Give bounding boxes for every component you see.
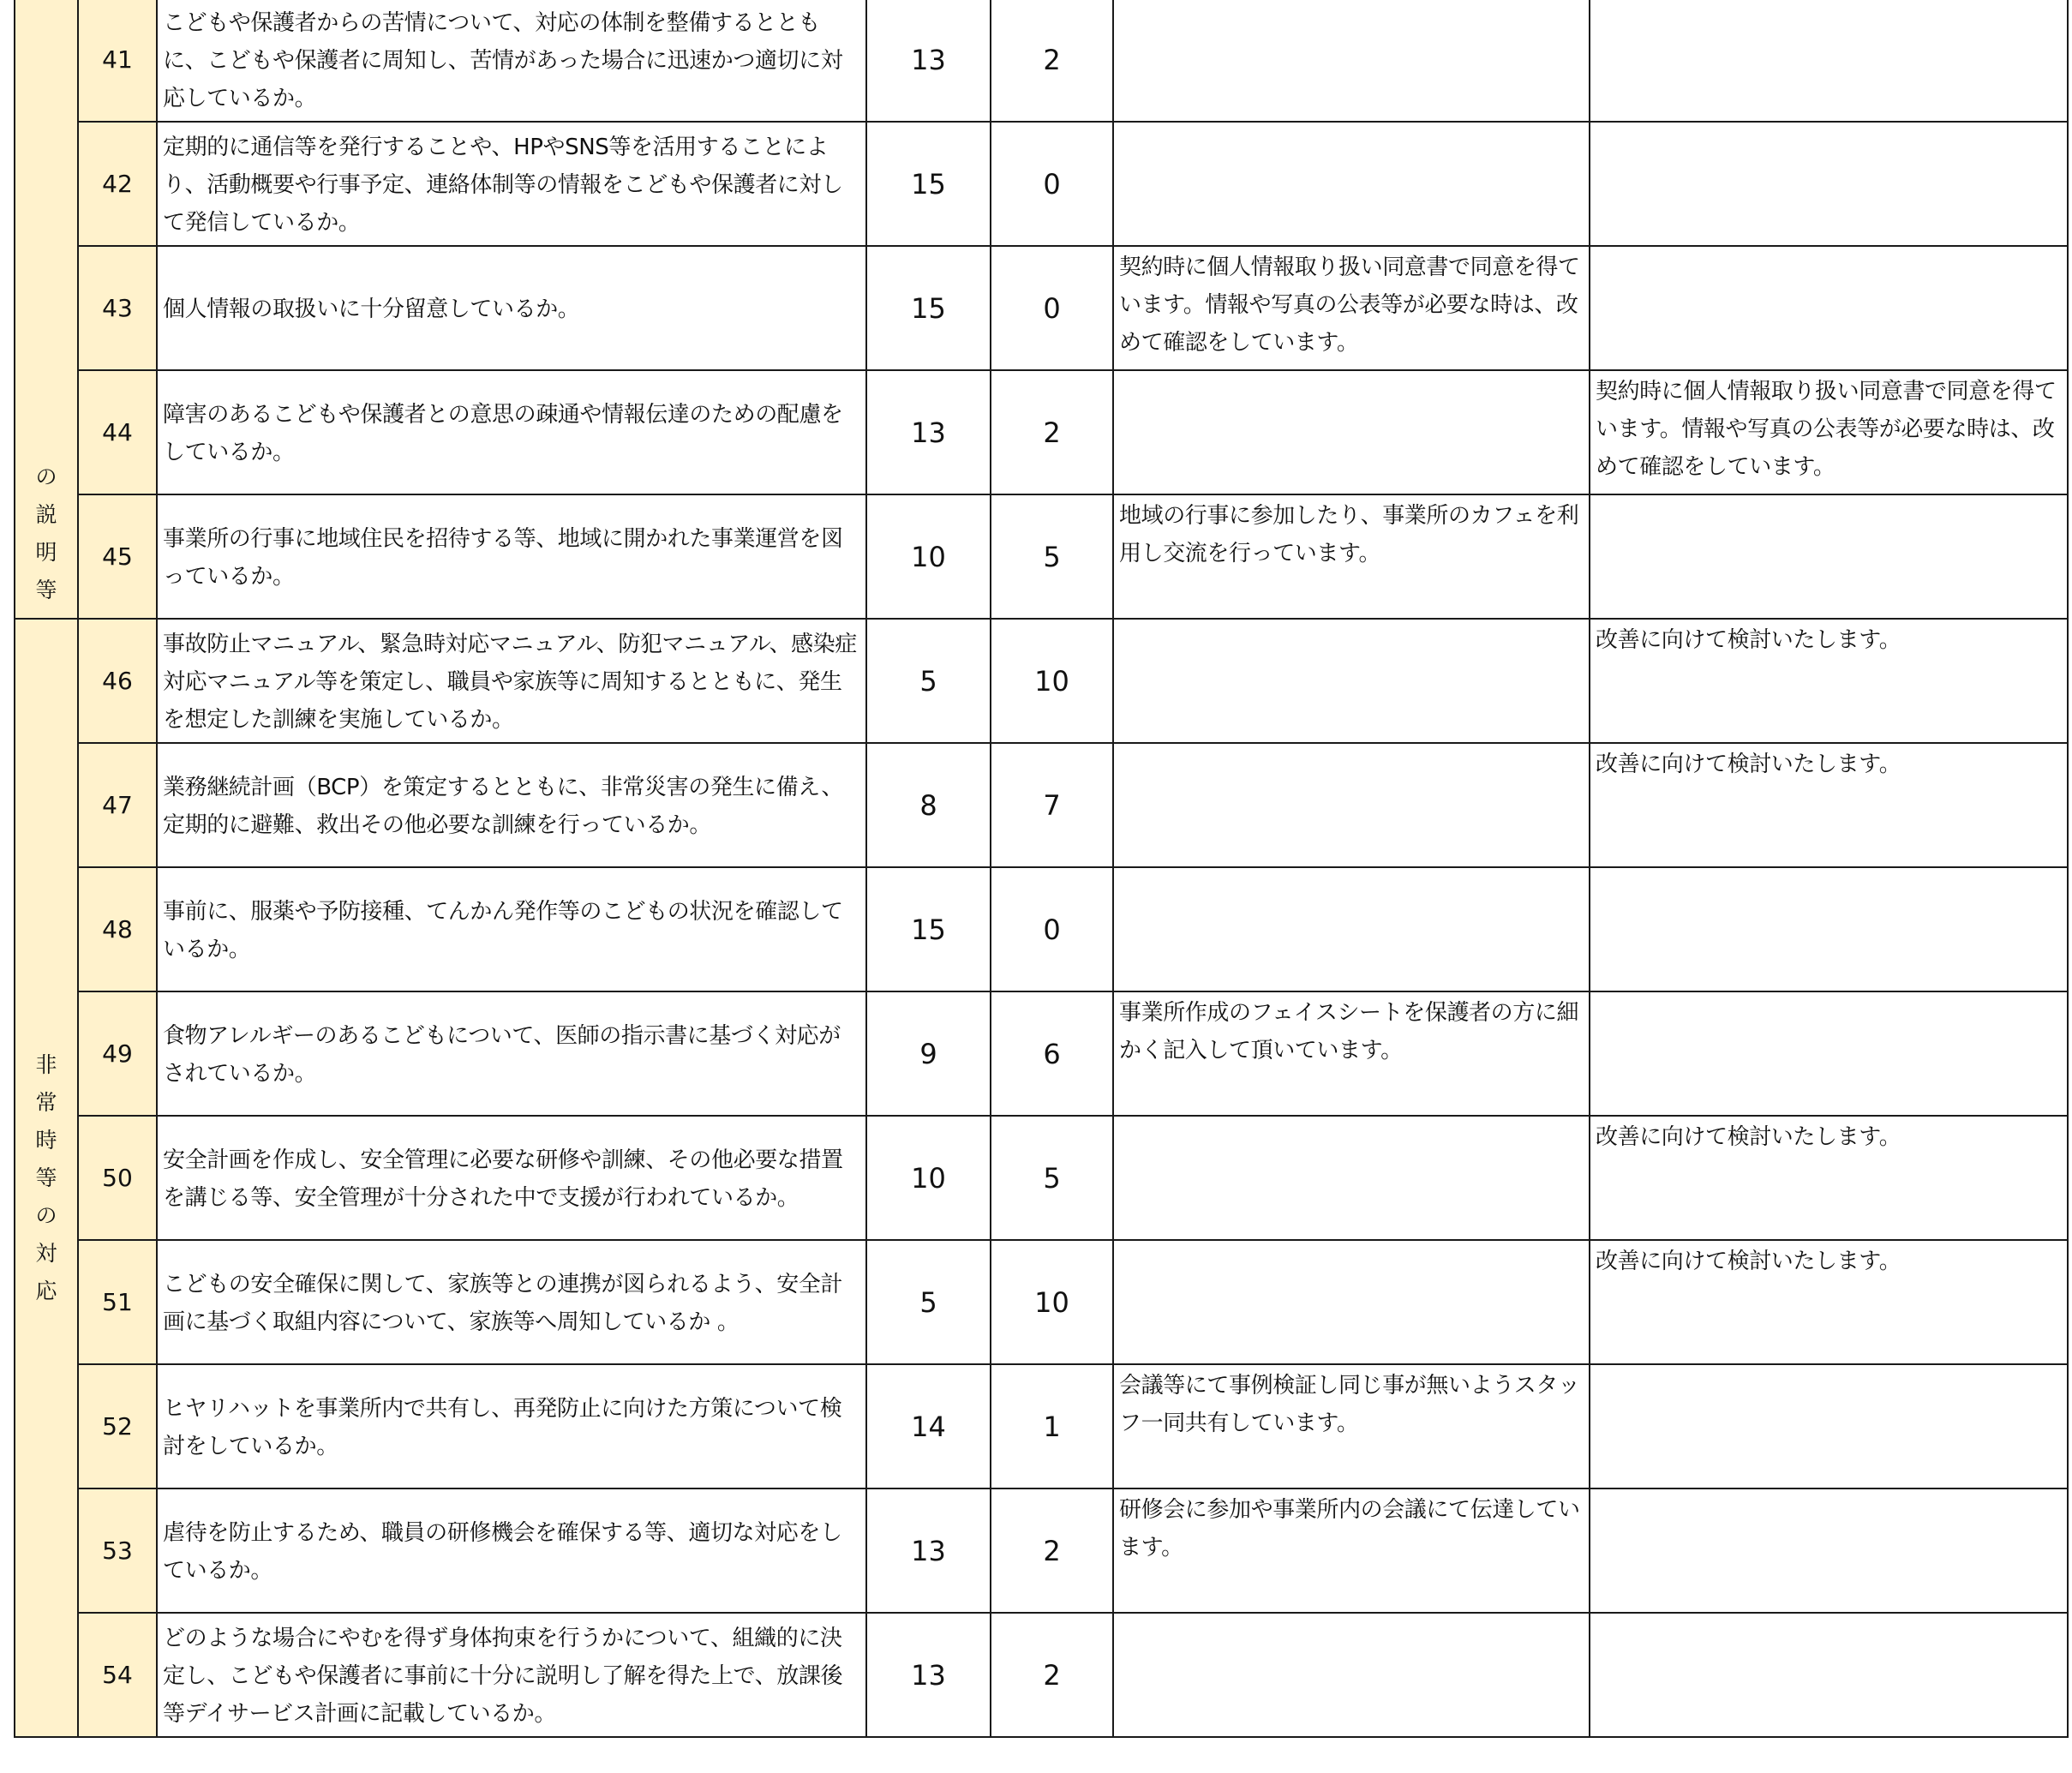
comment-cell bbox=[1113, 0, 1590, 122]
no-count: 10 bbox=[991, 1240, 1113, 1364]
question-text: 事故防止マニュアル、緊急時対応マニュアル、防犯マニュアル、感染症対応マニュアル等を策定し、職員や家族等に周知するとともに、発生を想定した訓練を実施しているか。 bbox=[157, 619, 866, 743]
no-count: 5 bbox=[991, 1116, 1113, 1240]
yes-count: 13 bbox=[866, 370, 991, 494]
yes-count: 13 bbox=[866, 1613, 991, 1737]
yes-count: 13 bbox=[866, 0, 991, 122]
comment-cell: 事業所作成のフェイスシートを保護者の方に細かく記入して頂いています。 bbox=[1113, 991, 1590, 1116]
comment-cell: 契約時に個人情報取り扱い同意書で同意を得ています。情報や写真の公表等が必要な時は、改めて確認をしています。 bbox=[1113, 246, 1590, 370]
no-count: 10 bbox=[991, 619, 1113, 743]
no-count: 2 bbox=[991, 370, 1113, 494]
response-cell bbox=[1590, 0, 2068, 122]
no-count: 0 bbox=[991, 867, 1113, 991]
table-row bbox=[15, 1613, 2068, 1737]
comment-cell bbox=[1113, 1240, 1590, 1364]
table-row bbox=[15, 743, 2068, 867]
no-count: 2 bbox=[991, 1613, 1113, 1737]
comment-cell: 地域の行事に参加したり、事業所のカフェを利用し交流を行っています。 bbox=[1113, 494, 1590, 619]
yes-count: 9 bbox=[866, 991, 991, 1116]
table-row bbox=[15, 494, 2068, 619]
table-row bbox=[15, 1488, 2068, 1613]
no-count: 5 bbox=[991, 494, 1113, 619]
comment-cell bbox=[1113, 1613, 1590, 1737]
row-number: 45 bbox=[78, 494, 157, 619]
response-cell bbox=[1590, 991, 2068, 1116]
evaluation-table bbox=[14, 0, 2069, 1738]
yes-count: 10 bbox=[866, 494, 991, 619]
row-number: 53 bbox=[78, 1488, 157, 1613]
table-row bbox=[15, 1364, 2068, 1488]
row-number: 51 bbox=[78, 1240, 157, 1364]
row-number: 49 bbox=[78, 991, 157, 1116]
response-cell bbox=[1590, 1488, 2068, 1613]
comment-cell bbox=[1113, 743, 1590, 867]
row-number: 46 bbox=[78, 619, 157, 743]
question-text: 定期的に通信等を発行することや、HPやSNS等を活用することにより、活動概要や行事予定、連絡体制等の情報をこどもや保護者に対して発信しているか。 bbox=[157, 122, 866, 246]
section-cell-emergency bbox=[15, 619, 78, 1737]
no-count: 0 bbox=[991, 122, 1113, 246]
comment-cell bbox=[1113, 619, 1590, 743]
comment-cell: 会議等にて事例検証し同じ事が無いようスタッフ一同共有しています。 bbox=[1113, 1364, 1590, 1488]
comment-cell bbox=[1113, 1116, 1590, 1240]
row-number: 42 bbox=[78, 122, 157, 246]
table-row bbox=[15, 867, 2068, 991]
table-row bbox=[15, 0, 2068, 122]
table-row bbox=[15, 991, 2068, 1116]
response-cell bbox=[1590, 122, 2068, 246]
table-row bbox=[15, 122, 2068, 246]
no-count: 2 bbox=[991, 0, 1113, 122]
no-count: 6 bbox=[991, 991, 1113, 1116]
question-text: こどもや保護者からの苦情について、対応の体制を整備するとともに、こどもや保護者に周知し、苦情があった場合に迅速かつ適切に対応しているか。 bbox=[157, 0, 866, 122]
yes-count: 8 bbox=[866, 743, 991, 867]
response-cell bbox=[1590, 867, 2068, 991]
row-number: 48 bbox=[78, 867, 157, 991]
row-number: 41 bbox=[78, 0, 157, 122]
no-count: 0 bbox=[991, 246, 1113, 370]
no-count: 1 bbox=[991, 1364, 1113, 1488]
response-cell: 改善に向けて検討いたします。 bbox=[1590, 619, 2068, 743]
row-number: 54 bbox=[78, 1613, 157, 1737]
row-number: 43 bbox=[78, 246, 157, 370]
response-cell bbox=[1590, 1613, 2068, 1737]
question-text: 食物アレルギーのあるこどもについて、医師の指示書に基づく対応がされているか。 bbox=[157, 991, 866, 1116]
question-text: こどもの安全確保に関して、家族等との連携が図られるよう、安全計画に基づく取組内容について、家族等へ周知しているか 。 bbox=[157, 1240, 866, 1364]
no-count: 7 bbox=[991, 743, 1113, 867]
comment-cell: 研修会に参加や事業所内の会議にて伝達しています。 bbox=[1113, 1488, 1590, 1613]
response-cell: 改善に向けて検討いたします。 bbox=[1590, 1116, 2068, 1240]
question-text: どのような場合にやむを得ず身体拘束を行うかについて、組織的に決定し、こどもや保護者に事前に十分に説明し了解を得た上で、放課後等デイサービス計画に記載しているか。 bbox=[157, 1613, 866, 1737]
no-count: 2 bbox=[991, 1488, 1113, 1613]
question-text: ヒヤリハットを事業所内で共有し、再発防止に向けた方策について検討をしているか。 bbox=[157, 1364, 866, 1488]
comment-cell bbox=[1113, 867, 1590, 991]
section-cell-explanation bbox=[15, 0, 78, 619]
table-row bbox=[15, 370, 2068, 494]
response-cell: 改善に向けて検討いたします。 bbox=[1590, 743, 2068, 867]
yes-count: 15 bbox=[866, 246, 991, 370]
section-label: 非 常 時 等 の 対 応 bbox=[35, 1051, 57, 1303]
question-text: 個人情報の取扱いに十分留意しているか。 bbox=[157, 246, 866, 370]
section-label: の 説 明 等 bbox=[35, 464, 57, 602]
yes-count: 5 bbox=[866, 1240, 991, 1364]
row-number: 44 bbox=[78, 370, 157, 494]
row-number: 47 bbox=[78, 743, 157, 867]
question-text: 業務継続計画（BCP）を策定するとともに、非常災害の発生に備え、定期的に避難、救出その他必要な訓練を行っているか。 bbox=[157, 743, 866, 867]
question-text: 障害のあるこどもや保護者との意思の疎通や情報伝達のための配慮をしているか。 bbox=[157, 370, 866, 494]
response-cell: 契約時に個人情報取り扱い同意書で同意を得ています。情報や写真の公表等が必要な時は、改めて確認をしています。 bbox=[1590, 370, 2068, 494]
response-cell bbox=[1590, 246, 2068, 370]
table-row bbox=[15, 1240, 2068, 1364]
comment-cell bbox=[1113, 122, 1590, 246]
yes-count: 13 bbox=[866, 1488, 991, 1613]
row-number: 50 bbox=[78, 1116, 157, 1240]
table-row bbox=[15, 246, 2068, 370]
table-row bbox=[15, 1116, 2068, 1240]
yes-count: 10 bbox=[866, 1116, 991, 1240]
response-cell bbox=[1590, 1364, 2068, 1488]
question-text: 虐待を防止するため、職員の研修機会を確保する等、適切な対応をしているか。 bbox=[157, 1488, 866, 1613]
table-row bbox=[15, 619, 2068, 743]
response-cell: 改善に向けて検討いたします。 bbox=[1590, 1240, 2068, 1364]
question-text: 安全計画を作成し、安全管理に必要な研修や訓練、その他必要な措置を講じる等、安全管理が十分された中で支援が行われているか。 bbox=[157, 1116, 866, 1240]
comment-cell bbox=[1113, 370, 1590, 494]
question-text: 事前に、服薬や予防接種、てんかん発作等のこどもの状況を確認しているか。 bbox=[157, 867, 866, 991]
response-cell bbox=[1590, 494, 2068, 619]
yes-count: 14 bbox=[866, 1364, 991, 1488]
question-text: 事業所の行事に地域住民を招待する等、地域に開かれた事業運営を図っているか。 bbox=[157, 494, 866, 619]
yes-count: 5 bbox=[866, 619, 991, 743]
row-number: 52 bbox=[78, 1364, 157, 1488]
yes-count: 15 bbox=[866, 122, 991, 246]
yes-count: 15 bbox=[866, 867, 991, 991]
